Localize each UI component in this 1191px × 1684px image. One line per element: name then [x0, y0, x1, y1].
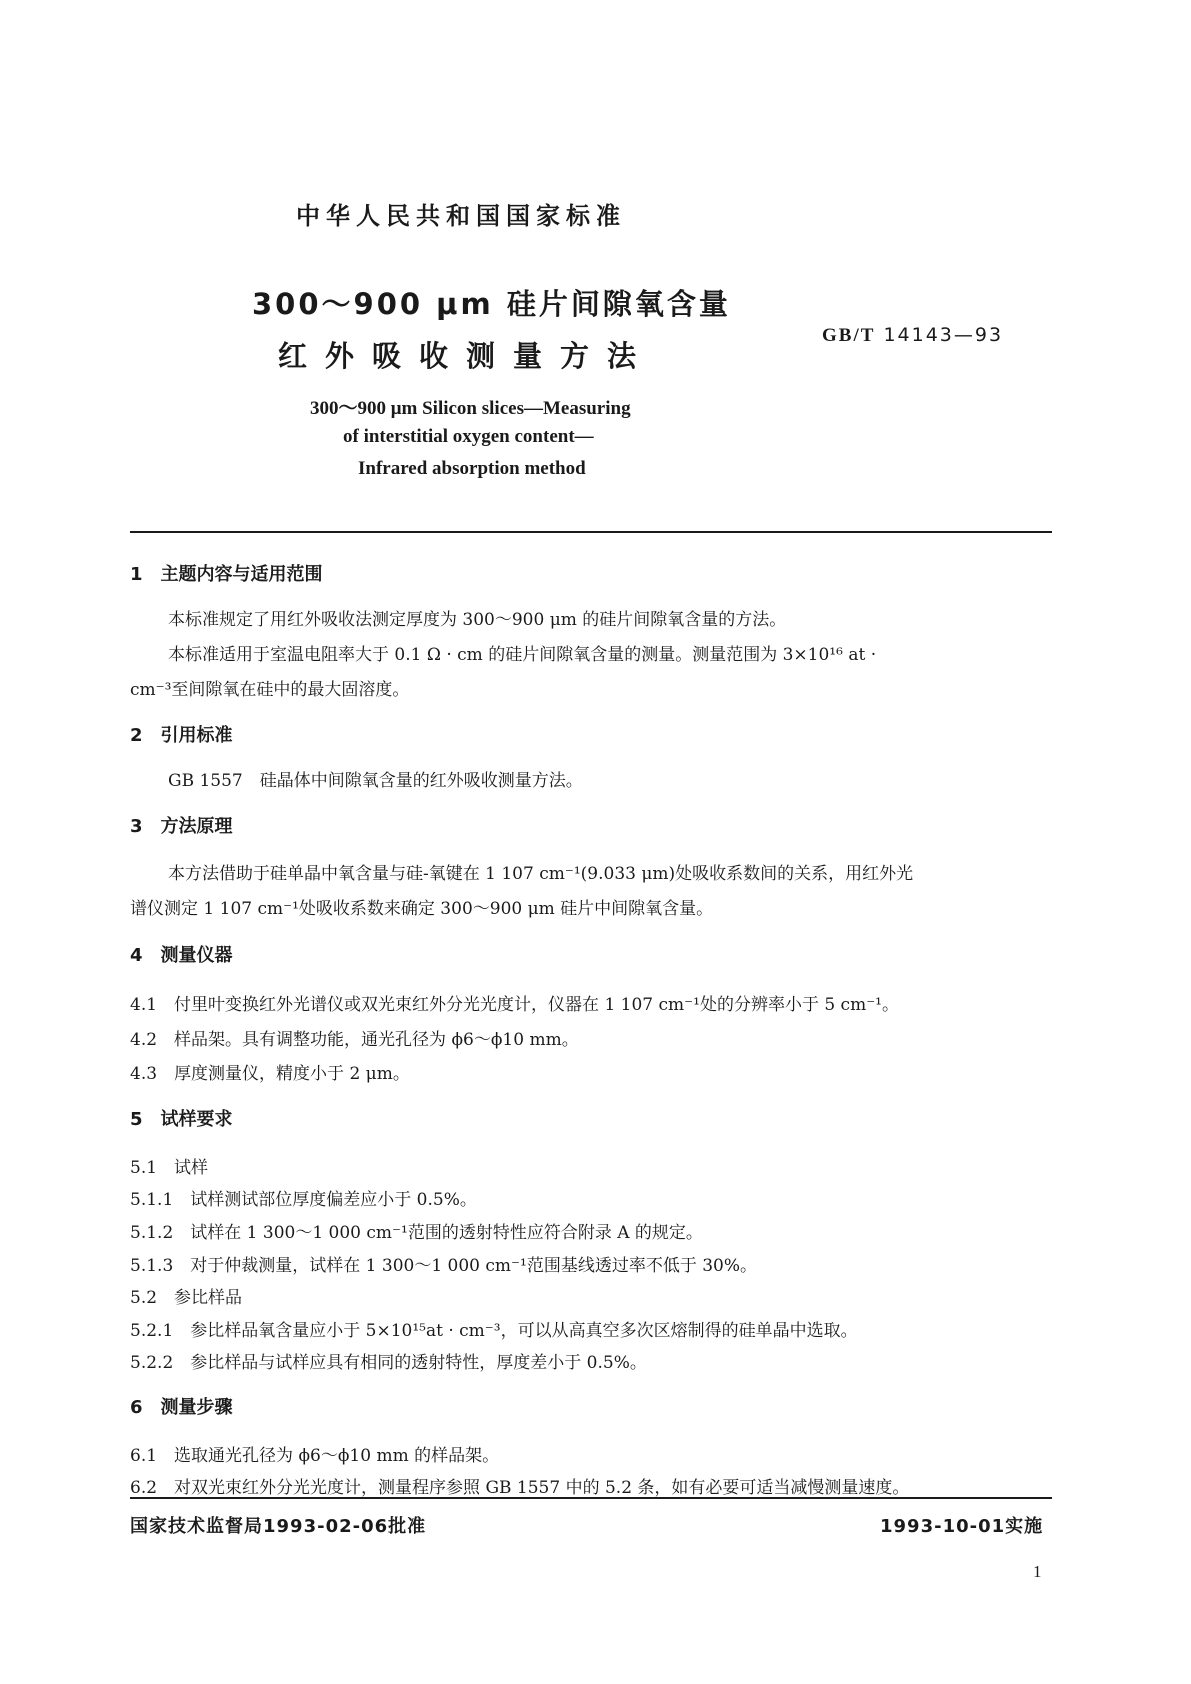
en-title-line3: Infrared absorption method — [358, 458, 586, 479]
cn-title-line2: 红外吸收测量方法 — [278, 339, 655, 373]
item-6-1: 6.1 选取通光孔径为 ϕ6～ϕ10 mm 的样品架。 — [130, 1446, 500, 1466]
section-3-para-1-cont: 谱仪测定 1 107 cm⁻¹处吸收系数来确定 300～900 μm 硅片中间隙氧含量。 — [130, 899, 714, 919]
header-divider — [130, 531, 1052, 533]
section-5-heading: 5 试样要求 — [130, 1109, 233, 1130]
footer-divider — [130, 1497, 1052, 1499]
item-5-2: 5.2 参比样品 — [130, 1288, 243, 1308]
section-2-para-1: GB 1557 硅晶体中间隙氧含量的红外吸收测量方法。 — [168, 771, 583, 791]
section-6-heading: 6 测量步骤 — [130, 1397, 233, 1418]
item-6-2: 6.2 对双光束红外分光光度计，测量程序参照 GB 1557 中的 5.2 条，如有必要可适当减慢测量速度。 — [130, 1478, 910, 1498]
national-standard-heading: 中华人民共和国国家标准 — [296, 202, 626, 230]
en-title-line2: of interstitial oxygen content— — [343, 426, 594, 447]
approval-date: 国家技术监督局1993-02-06批准 — [130, 1516, 427, 1537]
item-5-1-3: 5.1.3 对于仲裁测量，试样在 1 300～1 000 cm⁻¹范围基线透过率不低于 30%。 — [130, 1256, 758, 1276]
section-1-para-1: 本标准规定了用红外吸收法测定厚度为 300～900 μm 的硅片间隙氧含量的方法。 — [168, 610, 787, 630]
page-number: 1 — [1033, 1562, 1042, 1581]
en-title-line1: 300～900 μm Silicon slices—Measuring — [310, 398, 631, 419]
cn-title-line1: 300～900 μm 硅片间隙氧含量 — [252, 287, 731, 321]
standard-code — [822, 324, 1003, 347]
section-1-heading: 1 主题内容与适用范围 — [130, 564, 323, 585]
section-4-heading: 4 测量仪器 — [130, 945, 233, 966]
section-1-para-2: 本标准适用于室温电阻率大于 0.1 Ω · cm 的硅片间隙氧含量的测量。测量范围为 3×10¹⁶ at · — [168, 645, 877, 665]
standard-code-prefix: GB/T — [822, 325, 876, 346]
item-5-2-1: 5.2.1 参比样品氧含量应小于 5×10¹⁵at · cm⁻³，可以从高真空多次区熔制得的硅单晶中选取。 — [130, 1321, 858, 1341]
item-4-3: 4.3 厚度测量仪，精度小于 2 μm。 — [130, 1064, 410, 1084]
implementation-date: 1993-10-01实施 — [880, 1516, 1044, 1537]
section-1-para-2-cont: cm⁻³至间隙氧在硅中的最大固溶度。 — [130, 680, 410, 700]
item-4-1: 4.1 付里叶变换红外光谱仪或双光束红外分光光度计，仪器在 1 107 cm⁻¹处的分辨率小于 5 cm⁻¹。 — [130, 995, 899, 1015]
item-5-2-2: 5.2.2 参比样品与试样应具有相同的透射特性，厚度差小于 0.5%。 — [130, 1353, 647, 1373]
section-2-heading: 2 引用标准 — [130, 725, 233, 746]
item-5-1-2: 5.1.2 试样在 1 300～1 000 cm⁻¹范围的透射特性应符合附录 A 的规定。 — [130, 1223, 703, 1243]
item-5-1: 5.1 试样 — [130, 1158, 209, 1178]
item-5-1-1: 5.1.1 试样测试部位厚度偏差应小于 0.5%。 — [130, 1190, 477, 1210]
standard-code-number: 14143—93 — [883, 324, 1004, 346]
item-4-2: 4.2 样品架。具有调整功能，通光孔径为 ϕ6～ϕ10 mm。 — [130, 1030, 579, 1050]
section-3-para-1: 本方法借助于硅单晶中氧含量与硅-氧键在 1 107 cm⁻¹(9.033 μm)处吸收系数间的关系，用红外光 — [168, 864, 914, 884]
section-3-heading: 3 方法原理 — [130, 816, 233, 837]
